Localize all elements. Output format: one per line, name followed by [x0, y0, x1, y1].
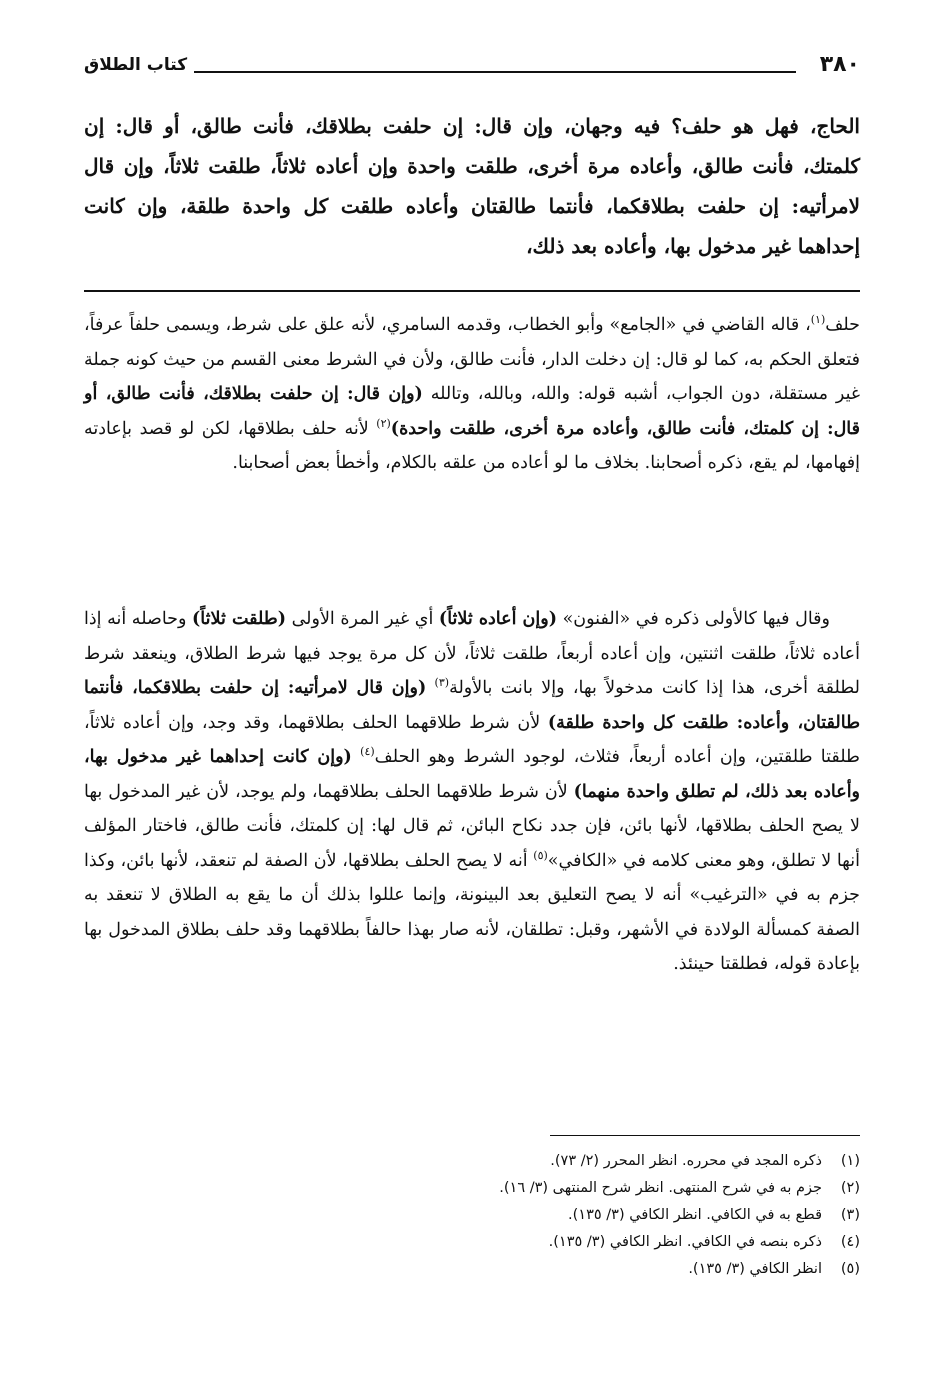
commentary-text: وحاصله أنه إذا أعاده ثلاثاً، طلقت اثنتين، وإن أعاده أربعاً، طلقت ثلاثاً، لأن كل مرة يوجد فيها شرط الطلاق، وينعقد شرط لطلقة أخرى، هذا إذا كانت مدخولاً بها، وإلا بانت بالأولة — [84, 609, 860, 698]
footnote-ref[interactable]: (٢) — [376, 416, 391, 430]
quoted-matn: (وإن كانت إحداهما غير مدخول بها، وأعاده بعد ذلك، لم تطلق واحدة منهما) — [84, 747, 861, 802]
commentary-text — [426, 678, 434, 698]
footnote-number: (٣) — [840, 1207, 860, 1223]
commentary-text: أي غير المرة الأولى — [285, 609, 439, 629]
quoted-matn: (وإن أعاده ثلاثاً) — [438, 609, 557, 629]
footnote-ref[interactable]: (٥) — [533, 848, 548, 862]
footnote-ref[interactable]: (٣) — [434, 676, 450, 690]
quoted-matn: (وإن قال: إن حلفت بطلاقك، فأنت طالق، أو قال: إن كلمتك، فأنت طالق، وأعاده مرة أخرى، طلقت واحدة) — [84, 384, 860, 439]
commentary-block-1 — [84, 308, 860, 481]
footnote-item — [84, 1148, 860, 1175]
quoted-matn: (وإن قال لامرأتيه: إن حلفت بطلاقكما، فأنتما طالقتان، وأعاده: طلقت كل واحدة طلقة) — [84, 678, 861, 733]
footnote-number: (٥) — [840, 1261, 860, 1277]
running-header — [84, 52, 860, 82]
footnote-number: (٢) — [840, 1180, 860, 1196]
commentary-text: لأنه حلف بطلاقها، لكن لو قصد بإعادته إفهامها، لم يقع، ذكره أصحابنا. بخلاف ما لو أعاده من علقه بالكلام، وأخطأ بعض أصحابنا. — [84, 418, 860, 473]
footnote-item — [84, 1256, 860, 1283]
page-number: ٣٨٠ — [819, 52, 860, 77]
book-title: كتاب الطلاق — [84, 55, 188, 75]
footnote-divider — [550, 1135, 860, 1136]
quoted-matn: (طلقت ثلاثاً) — [192, 609, 286, 629]
commentary-text: أنه لا يصح الحلف بطلاقها، لأن الصفة لم تنعقد، لأنها بائن، وكذا جزم به في «الترغيب» أنه لا يصح التعليق بعد البينونة، وإنما عللوا بذلك أن ما يقع به الطلاق لا تنعقد به الصفة كمسألة الولادة في الأشهر، وقبل: تطلقان، لأنه صار بهذا حالفاً بطلاقهما وقد حلف بطلاق المدخول بها بإعادة قوله، فطلقتا حينئذ. — [84, 850, 860, 974]
footnotes — [84, 1148, 860, 1283]
commentary-text: ، قاله القاضي في «الجامع» وأبو الخطاب، وقدمه السامري، لأنه علق على شرط، ويسمى حلفاً عرفاً، فتعلق الحكم به، كما لو قال: إن دخلت الدار، فأنت طالق، ولأن في الشرط معنى القسم من حيث كونه جملة غير مستقلة، دون الجواب، أشبه قوله: والله، وبالله، وتالله — [84, 315, 860, 404]
footnote-text: جزم به في شرح المنتهى. انظر شرح المنتهى (٣/ ١٦). — [499, 1180, 822, 1196]
commentary-text: لأن شرط طلاقهما الحلف بطلاقهما، ولم يوجد، لأن غير المدخول بها لا يصح الحلف بطلاقها، لأنها بائن، فإن جدد نكاح البائن، ثم قال لها: إن كلمتك، فأنت طالق، فاختار المؤلف أنها لا تطلق، وهو معنى كلامه في «الكافي» — [84, 781, 860, 871]
footnote-text: قطع به في الكافي. انظر الكافي (٣/ ١٣٥). — [568, 1207, 822, 1223]
footnote-item — [84, 1175, 860, 1202]
commentary-paragraph — [84, 308, 860, 481]
commentary-paragraph — [84, 602, 860, 982]
commentary-text: وقال فيها كالأولى ذكره في «الفنون» — [557, 609, 830, 629]
footnote-number: (١) — [840, 1153, 860, 1169]
commentary-block-2 — [84, 602, 860, 982]
footnote-text: ذكره المجد في محرره. انظر المحرر (٢/ ٧٣). — [550, 1153, 822, 1169]
header-rule — [194, 71, 796, 73]
footnote-text: ذكره بنصه في الكافي. انظر الكافي (٣/ ١٣٥). — [548, 1234, 822, 1250]
footnote-text: انظر الكافي (٣/ ١٣٥). — [688, 1261, 822, 1277]
commentary-text: حلف — [825, 315, 860, 335]
footnote-number: (٤) — [840, 1234, 860, 1250]
footnote-item — [84, 1229, 860, 1256]
commentary-text: لأن شرط طلاقهما الحلف بطلاقهما، وقد وجد، وإن أعاده ثلاثاً، طلقتا طلقتين، وإن أعاده أربعاً، فثلاث، لوجود الشرط وهو الحلف — [84, 712, 860, 767]
footnote-item — [84, 1202, 860, 1229]
section-divider — [84, 290, 860, 292]
commentary-text — [352, 747, 360, 767]
footnote-ref[interactable]: (٤) — [360, 745, 375, 759]
main-text-paragraph: الحاج، فهل هو حلف؟ فيه وجهان، وإن قال: إن حلفت بطلاقك، فأنت طالق، أو قال: إن كلمتك، فأنت طالق، وأعاده مرة أخرى، طلقت واحدة وإن أعاده ثلاثاً، طلقت ثلاثاً، وإن قال لامرأتيه: إن حلفت بطلاقكما، فأنتما طالقتان وأعاده طلقت كل واحدة طلقة، وإن كانت إحداهما غير مدخول بها، وأعاده بعد ذلك، — [84, 114, 860, 258]
main-text — [84, 106, 860, 266]
footnote-ref[interactable]: (١) — [810, 313, 826, 327]
